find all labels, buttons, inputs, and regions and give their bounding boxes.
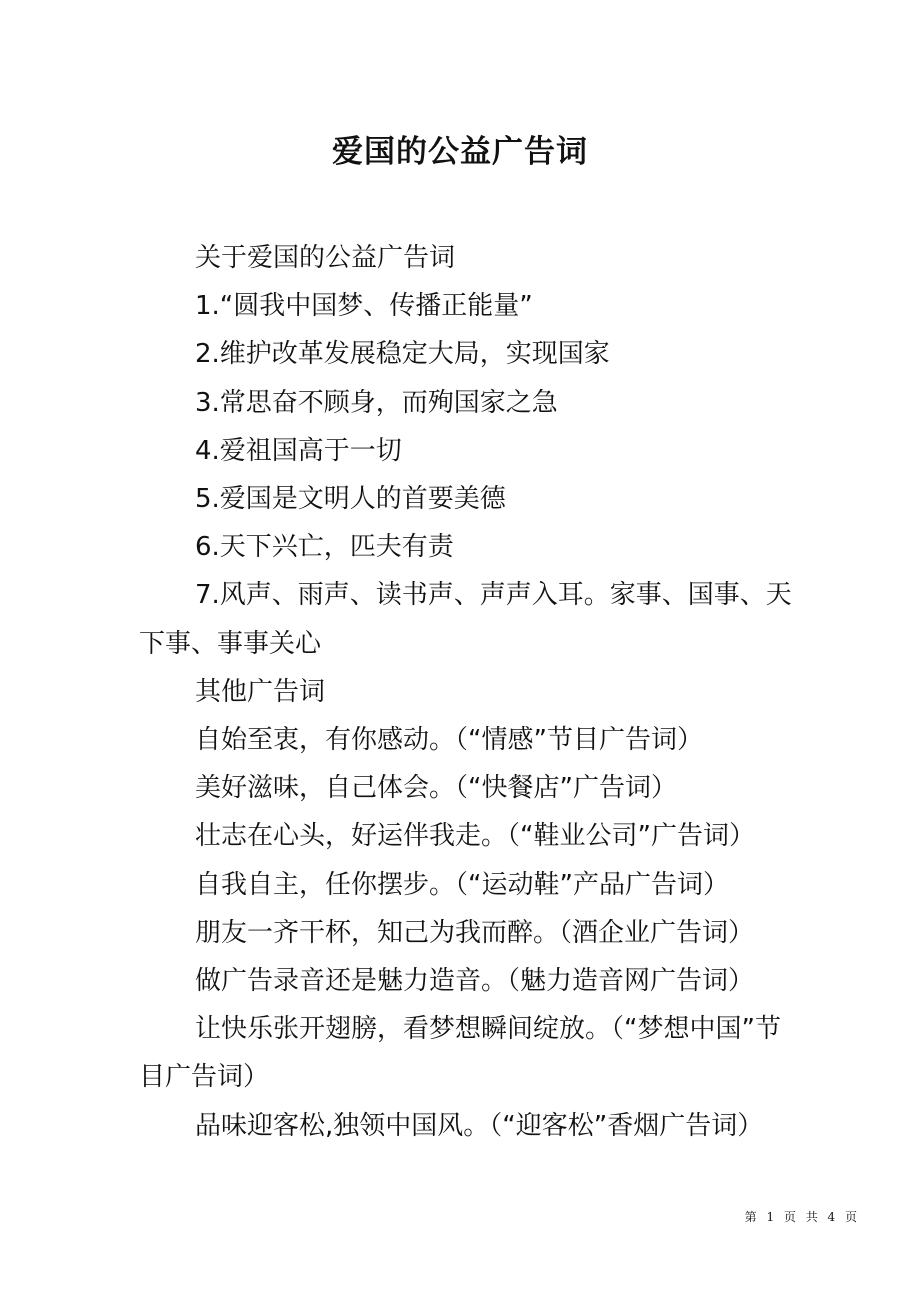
- paragraph-item-2: 2.维护改革发展稳定大局，实现国家: [195, 339, 610, 370]
- paragraph-item-4: 4.爱祖国高于一切: [195, 435, 402, 466]
- paragraph-item-5: 5.爱国是文明人的首要美德: [195, 484, 506, 515]
- document-body: [139, 234, 803, 1150]
- paragraph-heading-patriotic: 关于爱国的公益广告词: [195, 243, 456, 273]
- document-title: 爱国的公益广告词: [332, 134, 588, 170]
- paragraph-slogan: 朋友一齐干杯，知己为我而醉。（酒企业广告词）: [195, 917, 755, 948]
- paragraph-heading-other: 其他广告词: [195, 676, 326, 707]
- paragraph-slogan: 自我自主，任你摆步。（“运动鞋”产品广告词）: [195, 869, 729, 900]
- paragraph-slogan: 品味迎客松,独领中国风。（“迎客松”香烟广告词）: [195, 1110, 764, 1141]
- paragraph-slogan: 做广告录音还是魅力造音。（魅力造音网广告词）: [195, 966, 755, 997]
- paragraph-slogan: 自始至衷，有你感动。（“情感”节目广告词）: [195, 725, 703, 756]
- paragraph-slogan: 壮志在心头，好运伴我走。（“鞋业公司”广告词）: [195, 821, 755, 852]
- paragraph-slogan: 美好滋味，自己体会。（“快餐店”广告词）: [195, 773, 677, 804]
- paragraph-item-7: 7.风声、雨声、读书声、声声入耳。家事、国事、天下事、事事关心: [139, 580, 792, 659]
- paragraph-item-1: 1.“圆我中国梦、传播正能量”: [195, 291, 533, 322]
- page-number-footer: 第 1 页 共 4 页: [744, 1210, 860, 1224]
- paragraph-slogan: 让快乐张开翅膀，看梦想瞬间绽放。（“梦想中国”节目广告词）: [139, 1014, 781, 1093]
- paragraph-item-6: 6.天下兴亡，匹夫有责: [195, 532, 454, 563]
- paragraph-item-3: 3.常思奋不顾身，而殉国家之急: [195, 387, 558, 418]
